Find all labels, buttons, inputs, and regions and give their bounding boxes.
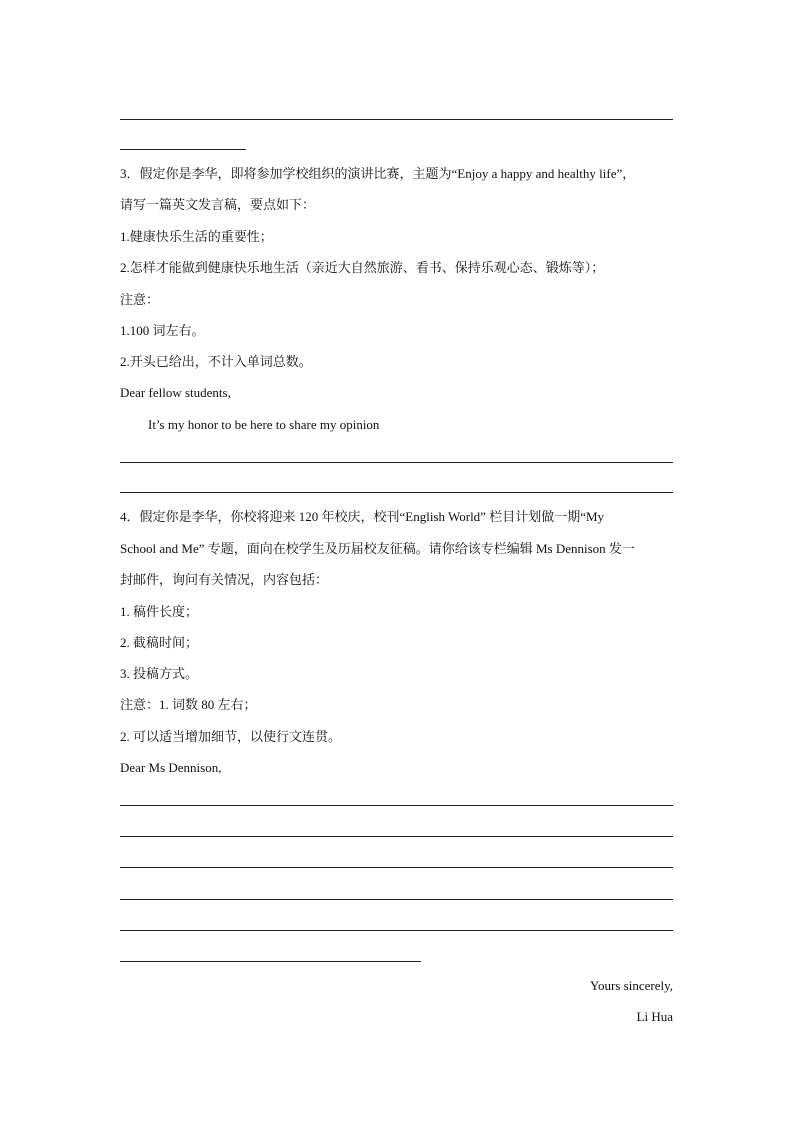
q3-opening: It’s my honor to be here to share my opinion — [148, 417, 380, 432]
q4-prompt-line-2: School and Me” 专题，面向在校学生及历届校友征稿。请你给该专栏编辑 Ms Dennison 发一 — [120, 541, 635, 556]
q3-note-2: 2.开头已给出，不计入单词总数。 — [120, 354, 312, 369]
q3-note-title: 注意： — [120, 292, 160, 307]
answer-line — [120, 899, 673, 900]
answer-line — [120, 930, 673, 931]
answer-line-short — [120, 961, 421, 962]
answer-line — [120, 462, 673, 463]
q4-note-2: 2. 可以适当增加细节，以使行文连贯。 — [120, 729, 342, 744]
answer-line-short — [120, 149, 246, 150]
answer-line — [120, 119, 673, 120]
q3-greeting: Dear fellow students, — [120, 385, 231, 400]
answer-line — [120, 492, 673, 493]
q3-point-1: 1.健康快乐生活的重要性； — [120, 229, 273, 244]
q4-prompt-line-3: 封邮件，询问有关情况，内容包括： — [120, 572, 329, 587]
q4-signature: Li Hua — [636, 1009, 673, 1024]
q3-prompt-line-2: 请写一篇英文发言稿，要点如下： — [120, 197, 316, 212]
q3-note-1: 1.100 词左右。 — [120, 323, 205, 338]
q4-closing: Yours sincerely, — [589, 978, 673, 993]
answer-line — [120, 805, 673, 806]
q4-note-1: 注意：1. 词数 80 左右； — [120, 697, 257, 712]
q3-prompt-line-1: 3．假定你是李华，即将参加学校组织的演讲比赛，主题为“Enjoy a happy and healthy life”， — [120, 166, 636, 181]
q4-point-1: 1. 稿件长度； — [120, 604, 199, 619]
q4-point-2: 2. 截稿时间； — [120, 635, 199, 650]
q4-point-3: 3. 投稿方式。 — [120, 666, 199, 681]
q4-prompt-line-1: 4．假定你是李华，你校将迎来 120 年校庆，校刊“English World” 栏目计划做一期“My — [120, 509, 605, 524]
answer-line — [120, 836, 673, 837]
q4-greeting: Dear Ms Dennison, — [120, 760, 222, 775]
answer-line — [120, 867, 673, 868]
q3-point-2: 2.怎样才能做到健康快乐地生活（亲近大自然旅游、看书、保持乐观心态、锻炼等）； — [120, 260, 605, 275]
